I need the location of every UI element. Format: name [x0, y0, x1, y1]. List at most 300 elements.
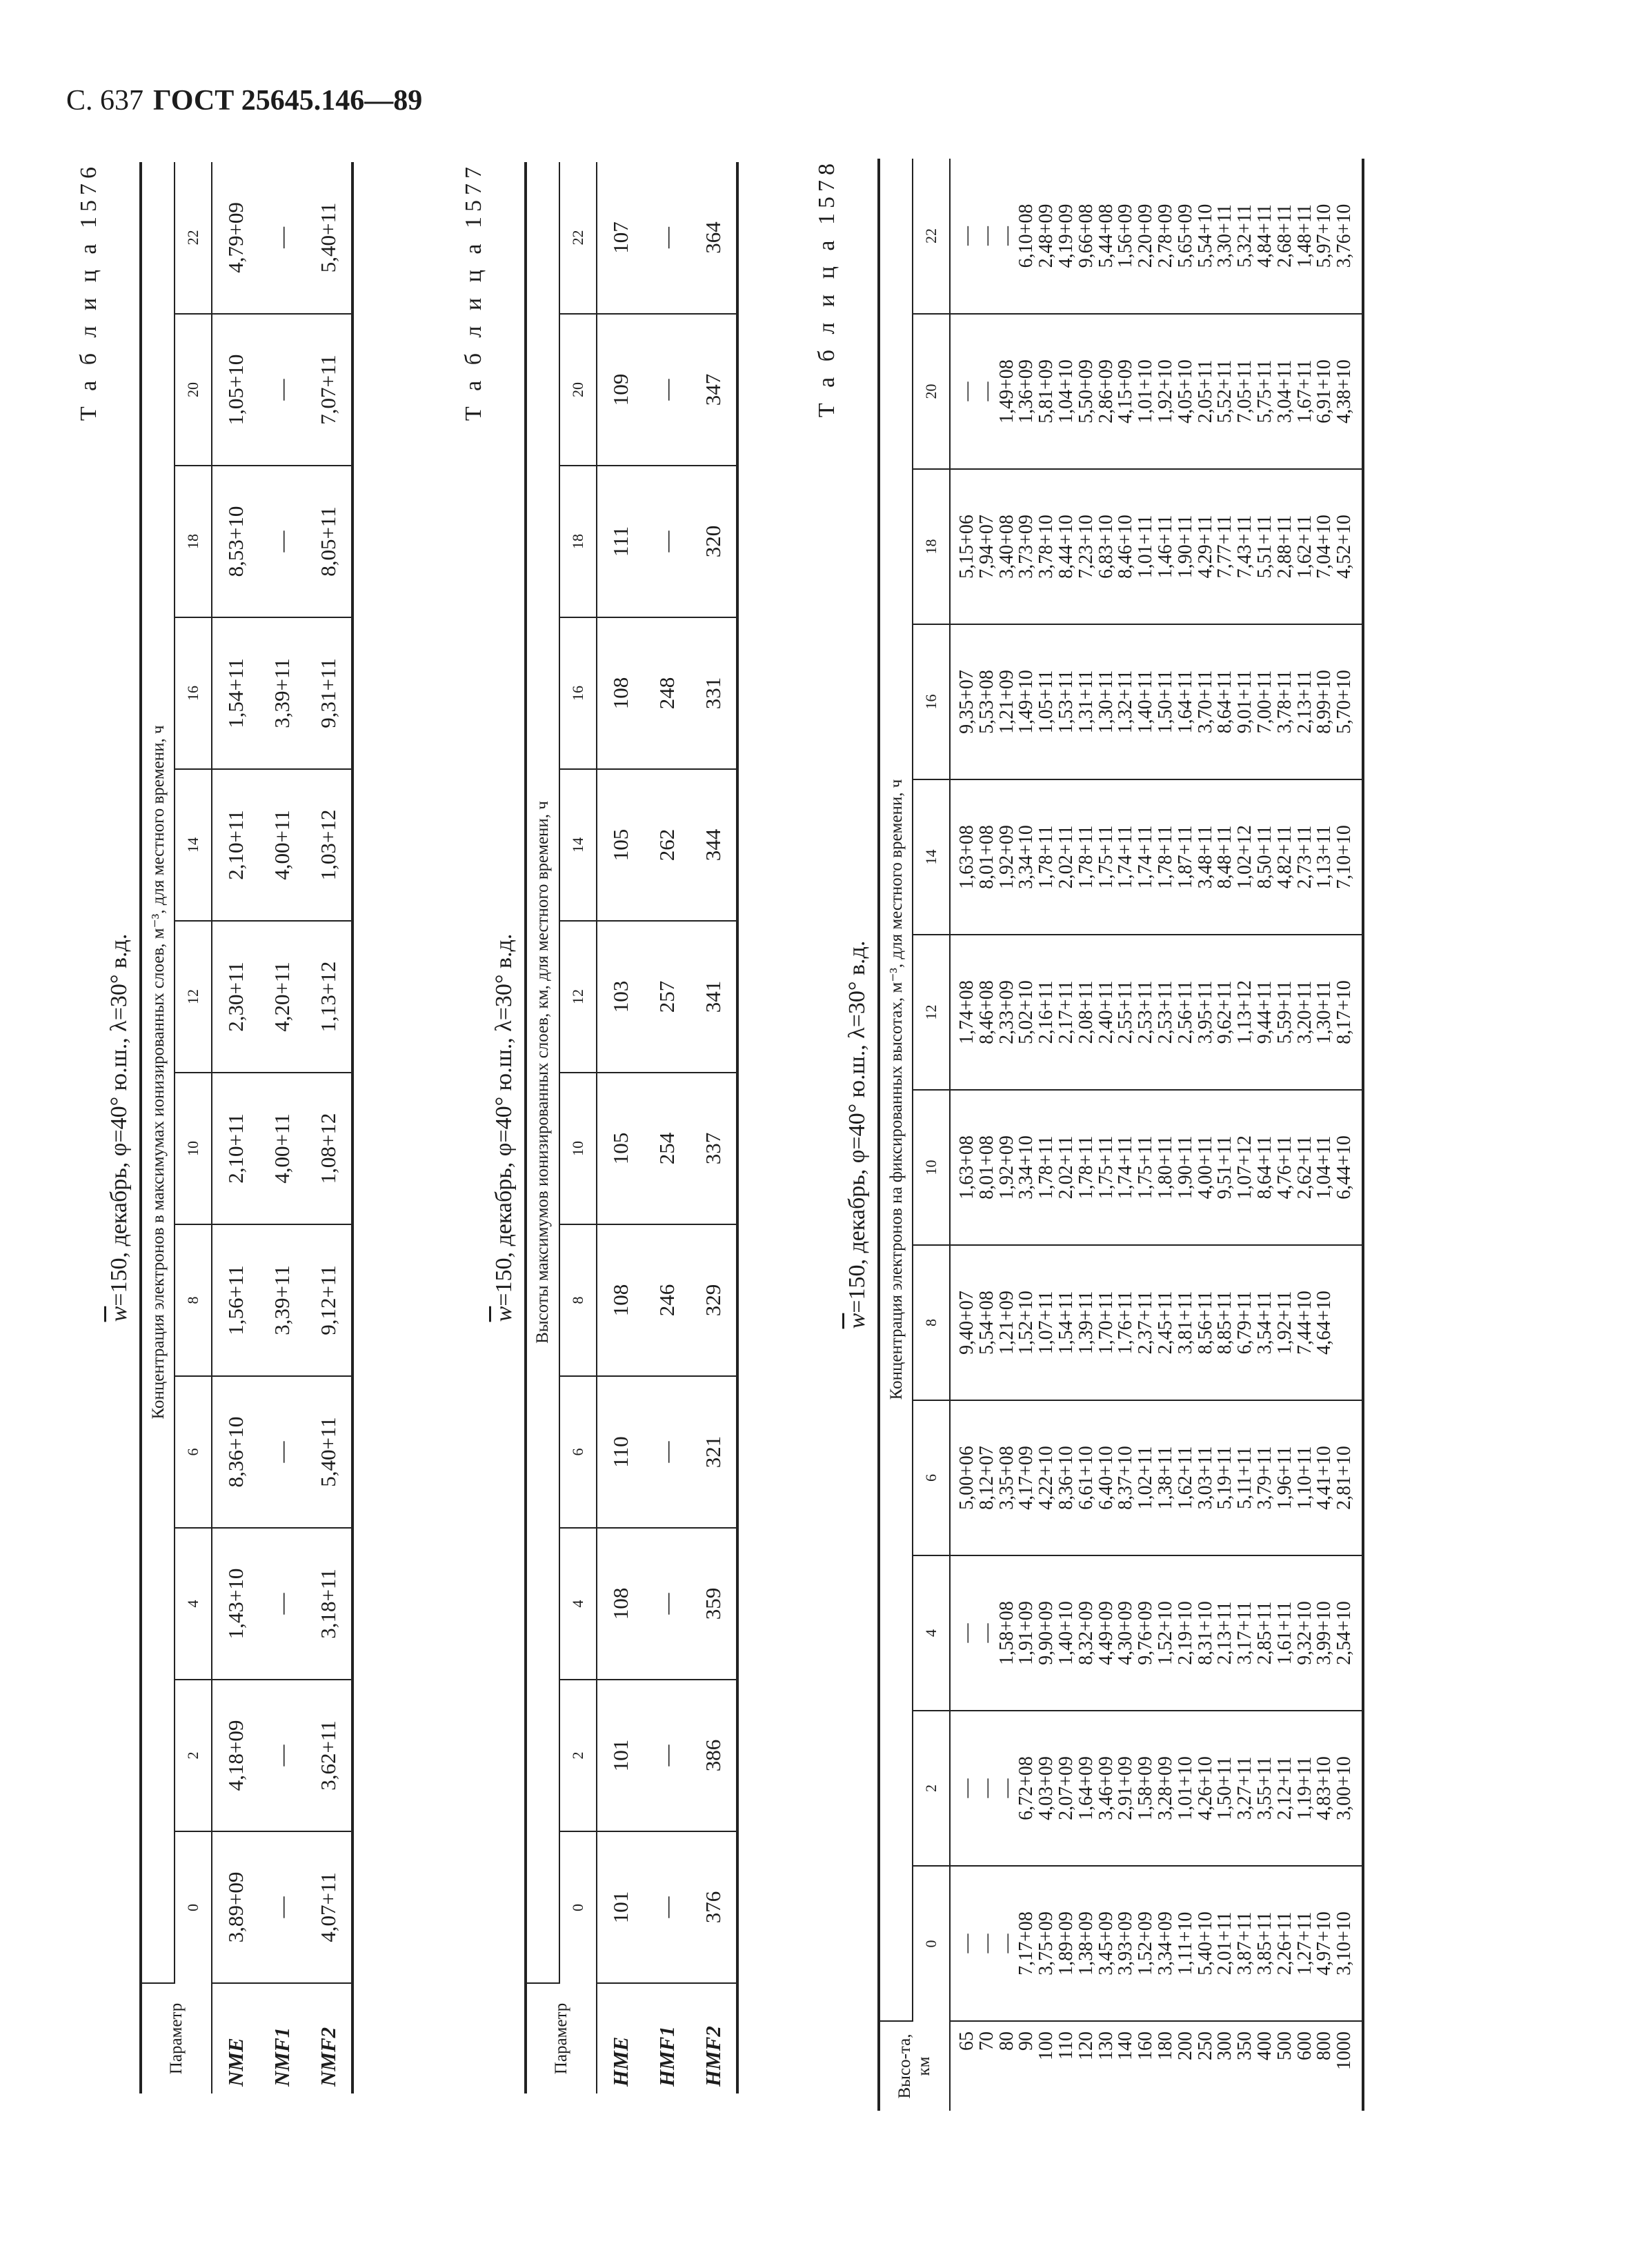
altitude-value: 160: [1135, 2031, 1157, 2060]
concentration-value: 2,68+11: [1273, 204, 1295, 268]
table-row: [306, 162, 352, 2093]
concentration-value: 1,01+10: [1174, 1756, 1196, 1820]
concentration-value: 1,38+09: [1075, 1911, 1097, 1976]
value-cell: —: [644, 314, 690, 466]
concentration-value: 4,05+10: [1174, 359, 1196, 424]
concentration-value: 1,92+10: [1154, 359, 1176, 424]
concentration-value: 9,44+11: [1253, 980, 1275, 1044]
value-cell: —: [259, 162, 306, 314]
param-name: NMF2: [306, 1983, 352, 2093]
table-1576: [139, 162, 354, 2093]
hour-header: 4: [175, 1528, 212, 1680]
concentration-value: 1,10+11: [1293, 1446, 1315, 1510]
hour-header: 20: [559, 314, 597, 466]
concentration-value: 5,97+10: [1313, 203, 1335, 268]
concentration-value: 3,95+11: [1194, 980, 1216, 1044]
concentration-value: 1,13+11: [1313, 825, 1335, 889]
concentration-value: 2,56+11: [1174, 980, 1196, 1044]
value-cell: —: [644, 466, 690, 617]
hour-column: [950, 159, 1363, 314]
hour-header: 0: [559, 1831, 597, 1983]
concentration-value: 2,45+11: [1154, 1291, 1176, 1355]
concentration-value: 1,96+11: [1273, 1446, 1295, 1510]
table-1576-block: [76, 162, 354, 2093]
concentration-value: 3,85+11: [1253, 1911, 1275, 1976]
concentration-value: 5,00+06: [956, 1446, 977, 1510]
hour-column: [950, 1711, 1363, 1866]
concentration-value: 1,50+11: [1214, 1756, 1236, 1820]
value-cell: 359: [690, 1528, 737, 1680]
hour-header: 4: [559, 1528, 597, 1680]
concentration-value: 1,75+11: [1135, 1135, 1157, 1200]
concentration-value: 4,03+09: [1035, 1756, 1057, 1820]
altitude-value: 250: [1194, 2031, 1216, 2060]
concentration-value: [1335, 1249, 1355, 1397]
table-1578-data-row: [950, 159, 1363, 2111]
value-cell: 4,07+11: [306, 1831, 352, 1983]
concentration-value: 2,17+11: [1055, 980, 1077, 1044]
value-cell: 111: [597, 466, 644, 617]
concentration-value: 2,73+11: [1293, 825, 1315, 889]
hour-column: [950, 469, 1363, 624]
value-cell: 5,40+11: [306, 1376, 352, 1528]
concentration-value: 4,84+11: [1253, 204, 1275, 268]
hour-header: 20: [913, 314, 950, 469]
altitude-value: 300: [1214, 2031, 1236, 2060]
hour-header: 12: [175, 921, 212, 1073]
concentration-value: 8,46+08: [975, 980, 997, 1044]
concentration-value: 4,64+10: [1313, 1291, 1335, 1355]
concentration-value: —: [975, 381, 997, 401]
value-cell: 3,89+09: [212, 1831, 259, 1983]
value-cell: —: [259, 1680, 306, 1831]
concentration-value: 1,07+11: [1035, 1291, 1057, 1355]
concentration-value: 6,79+11: [1234, 1291, 1256, 1355]
concentration-value: 1,89+09: [1055, 1911, 1077, 1976]
concentration-value: 3,54+11: [1253, 1291, 1275, 1355]
concentration-value: 8,46+10: [1115, 515, 1137, 579]
concentration-value: 5,52+11: [1214, 359, 1236, 424]
concentration-value: 1,62+11: [1174, 1446, 1196, 1510]
value-cell: 108: [597, 617, 644, 769]
concentration-value: 9,35+07: [956, 670, 977, 734]
param-name: HMF1: [655, 2026, 679, 2087]
concentration-value: 3,76+10: [1333, 203, 1355, 268]
hour-header: 22: [559, 162, 597, 314]
page-number: С. 637: [66, 85, 144, 117]
hour-header: 12: [559, 921, 597, 1073]
hour-header: 18: [913, 469, 950, 624]
concentration-value: 1,36+09: [1015, 359, 1037, 424]
concentration-value: 2,88+11: [1273, 515, 1295, 579]
concentration-value: 3,28+09: [1154, 1756, 1176, 1820]
hour-column: [950, 1400, 1363, 1555]
concentration-value: 6,40+10: [1095, 1446, 1117, 1510]
concentration-value: 8,44+10: [1055, 515, 1077, 579]
concentration-value: 2,85+11: [1253, 1601, 1275, 1665]
value-cell: —: [259, 466, 306, 617]
concentration-value: 2,13+11: [1293, 670, 1315, 734]
table-1577-label: Т а б л и ц а 1577: [461, 162, 486, 421]
param-name: NME: [223, 2038, 248, 2087]
concentration-value: 4,41+10: [1313, 1446, 1335, 1510]
value-cell: 108: [597, 1528, 644, 1680]
altitude-value: 500: [1273, 2031, 1295, 2060]
concentration-value: 1,75+11: [1095, 1135, 1117, 1200]
concentration-value: 1,64+09: [1075, 1756, 1097, 1820]
hour-header: 14: [913, 779, 950, 935]
value-cell: 4,79+09: [212, 162, 259, 314]
table-1578-caption: Концентрация электронов на фиксированных высотах, м⁻³, для местного времени, ч: [879, 159, 913, 2021]
concentration-value: —: [975, 1623, 997, 1643]
standard-number: ГОСТ 25645.146—89: [153, 85, 423, 117]
concentration-value: 6,83+10: [1095, 515, 1117, 579]
value-cell: 1,54+11: [212, 617, 259, 769]
hour-header: 22: [175, 162, 212, 314]
concentration-value: 2,08+11: [1075, 980, 1097, 1044]
concentration-value: 4,30+09: [1115, 1601, 1137, 1665]
table-1577-block: [461, 162, 739, 2093]
value-cell: 5,40+11: [306, 162, 352, 314]
concentration-value: —: [975, 1933, 997, 1953]
concentration-value: 3,17+11: [1234, 1601, 1256, 1665]
concentration-value: 2,53+11: [1154, 980, 1176, 1044]
value-cell: 321: [690, 1376, 737, 1528]
concentration-value: 8,48+11: [1214, 825, 1236, 889]
value-cell: 7,07+11: [306, 314, 352, 466]
concentration-value: 4,15+09: [1115, 359, 1137, 424]
table-1577: [524, 162, 739, 2093]
value-cell: 262: [644, 769, 690, 921]
value-cell: 3,18+11: [306, 1528, 352, 1680]
altitude-value: 130: [1095, 2031, 1117, 2060]
value-cell: 8,05+11: [306, 466, 352, 617]
concentration-value: 2,53+11: [1135, 980, 1157, 1044]
altitude-value: 70: [975, 2031, 997, 2051]
concentration-value: 1,92+09: [995, 825, 1017, 889]
concentration-value: 2,19+10: [1174, 1601, 1196, 1665]
concentration-value: 8,37+10: [1115, 1446, 1137, 1510]
concentration-value: 2,81+10: [1333, 1446, 1355, 1510]
concentration-value: 4,52+10: [1333, 515, 1355, 579]
table-1576-title: $\overline{w}=150$, декабрь, φ=40° ю.ш., λ=30° в.д.: [106, 933, 132, 1322]
hour-header: 14: [559, 769, 597, 921]
value-cell: 1,56+11: [212, 1224, 259, 1376]
hour-header: 6: [175, 1376, 212, 1528]
concentration-value: 3,70+11: [1194, 670, 1216, 734]
concentration-value: 3,27+11: [1234, 1756, 1256, 1820]
altitude-value: 400: [1253, 2031, 1275, 2060]
concentration-value: 2,26+11: [1273, 1911, 1295, 1976]
param-header: Параметр: [141, 1983, 212, 2093]
hour-header: 12: [913, 935, 950, 1090]
value-cell: 347: [690, 314, 737, 466]
concentration-value: 9,01+11: [1234, 670, 1256, 734]
altitude-value: 800: [1313, 2031, 1335, 2060]
concentration-value: 9,90+09: [1035, 1601, 1057, 1665]
value-cell: 248: [644, 617, 690, 769]
hour-column: [950, 1245, 1363, 1400]
value-cell: 376: [690, 1831, 737, 1983]
concentration-value: 7,77+11: [1214, 515, 1236, 579]
concentration-value: 5,70+10: [1333, 670, 1355, 734]
concentration-value: 9,76+09: [1135, 1601, 1157, 1665]
concentration-value: 1,92+11: [1273, 1291, 1295, 1355]
concentration-value: —: [956, 1623, 977, 1643]
concentration-value: 4,19+09: [1055, 203, 1077, 268]
altitude-value: 180: [1154, 2031, 1176, 2060]
hour-header: 8: [559, 1224, 597, 1376]
concentration-value: 1,63+08: [956, 1135, 977, 1200]
hour-header: 6: [913, 1400, 950, 1555]
table-1578-title: $\overline{w}=150$, декабрь, φ=40° ю.ш., λ=30° в.д.: [844, 940, 870, 1329]
concentration-value: 5,40+10: [1194, 1911, 1216, 1976]
concentration-value: 5,53+08: [975, 670, 997, 734]
concentration-value: 4,17+09: [1015, 1446, 1037, 1510]
hour-header: 8: [175, 1224, 212, 1376]
concentration-value: 1,53+11: [1055, 670, 1077, 734]
altitude-value: 1000: [1333, 2031, 1355, 2070]
value-cell: 337: [690, 1073, 737, 1224]
value-cell: 110: [597, 1376, 644, 1528]
param-header: Параметр: [526, 1983, 597, 2093]
concentration-value: 4,26+10: [1194, 1756, 1216, 1820]
concentration-value: 6,91+10: [1313, 359, 1335, 424]
concentration-value: 8,31+10: [1194, 1601, 1216, 1665]
hour-header: 2: [175, 1680, 212, 1831]
concentration-value: 4,76+11: [1273, 1135, 1295, 1200]
hour-header: 8: [913, 1245, 950, 1400]
concentration-value: 3,34+09: [1154, 1911, 1176, 1976]
value-cell: —: [644, 162, 690, 314]
concentration-value: 3,45+09: [1095, 1911, 1117, 1976]
hour-header: 10: [559, 1073, 597, 1224]
value-cell: 1,43+10: [212, 1528, 259, 1680]
concentration-value: 3,99+10: [1313, 1601, 1335, 1665]
concentration-value: —: [995, 1933, 1017, 1953]
concentration-value: 1,70+11: [1095, 1291, 1117, 1355]
concentration-value: 1,78+11: [1154, 825, 1176, 889]
altitude-value: 120: [1075, 2031, 1097, 2060]
concentration-value: 6,61+10: [1075, 1446, 1097, 1510]
concentration-value: 5,81+09: [1035, 359, 1057, 424]
hour-header: 4: [913, 1555, 950, 1711]
altitude-value: 200: [1174, 2031, 1196, 2060]
hour-header: 22: [913, 159, 950, 314]
hour-column: [950, 624, 1363, 779]
concentration-value: 2,12+11: [1273, 1756, 1295, 1820]
value-cell: 257: [644, 921, 690, 1073]
concentration-value: 9,40+07: [956, 1291, 977, 1355]
value-cell: 103: [597, 921, 644, 1073]
concentration-value: —: [956, 381, 977, 401]
concentration-value: 7,04+10: [1313, 515, 1335, 579]
altitude-value: 80: [995, 2031, 1017, 2051]
concentration-value: 4,83+10: [1313, 1756, 1335, 1820]
concentration-value: 8,64+11: [1253, 1135, 1275, 1200]
concentration-value: 1,74+11: [1115, 825, 1137, 889]
altitude-value: 65: [956, 2031, 977, 2051]
hour-header: 18: [175, 466, 212, 617]
concentration-value: 5,44+08: [1095, 203, 1117, 268]
concentration-value: 3,75+09: [1035, 1911, 1057, 1976]
hour-header: 16: [175, 617, 212, 769]
concentration-value: 1,67+11: [1293, 359, 1315, 424]
value-cell: 341: [690, 921, 737, 1073]
concentration-value: 5,11+11: [1234, 1446, 1256, 1509]
concentration-value: 2,20+09: [1135, 203, 1157, 268]
value-cell: —: [259, 1831, 306, 1983]
concentration-value: 3,48+11: [1194, 825, 1216, 889]
concentration-value: 6,10+08: [1015, 203, 1037, 268]
hour-header: 16: [559, 617, 597, 769]
concentration-value: 5,19+11: [1214, 1446, 1236, 1510]
concentration-value: 5,32+11: [1234, 204, 1256, 268]
hour-header: 16: [913, 624, 950, 779]
altitude-value: 90: [1015, 2031, 1037, 2051]
concentration-value: 9,62+11: [1214, 980, 1236, 1044]
value-cell: 105: [597, 769, 644, 921]
value-cell: 9,31+11: [306, 617, 352, 769]
value-cell: 108: [597, 1224, 644, 1376]
concentration-value: 1,21+09: [995, 670, 1017, 734]
value-cell: 2,30+11: [212, 921, 259, 1073]
concentration-value: 1,11+10: [1174, 1911, 1196, 1976]
table-row: [644, 162, 690, 2093]
concentration-value: 8,36+10: [1055, 1446, 1077, 1510]
value-cell: 254: [644, 1073, 690, 1224]
hour-header: 10: [175, 1073, 212, 1224]
concentration-value: 3,78+11: [1273, 670, 1295, 734]
hour-column: [950, 935, 1363, 1090]
concentration-value: 5,59+11: [1273, 980, 1295, 1044]
concentration-value: 2,86+09: [1095, 359, 1117, 424]
concentration-value: 2,40+11: [1095, 980, 1117, 1044]
hour-column: [950, 1090, 1363, 1245]
concentration-value: 8,01+08: [975, 825, 997, 889]
concentration-value: 1,02+12: [1234, 825, 1256, 889]
concentration-value: 1,21+09: [995, 1291, 1017, 1355]
table-row: [212, 162, 259, 2093]
concentration-value: 1,40+10: [1055, 1601, 1077, 1665]
concentration-value: 2,48+09: [1035, 203, 1057, 268]
value-cell: 386: [690, 1680, 737, 1831]
concentration-value: 3,30+11: [1214, 204, 1236, 268]
concentration-value: 3,40+08: [995, 515, 1017, 579]
value-cell: 109: [597, 314, 644, 466]
concentration-value: 2,33+09: [995, 980, 1017, 1044]
param-name: HMF2: [690, 1983, 737, 2093]
hour-header: 10: [913, 1090, 950, 1245]
concentration-value: —: [956, 226, 977, 246]
concentration-value: 3,10+10: [1333, 1911, 1355, 1976]
concentration-value: 3,03+11: [1194, 1446, 1216, 1510]
value-cell: —: [259, 1376, 306, 1528]
concentration-value: 5,50+09: [1075, 359, 1097, 424]
concentration-value: 1,39+11: [1075, 1291, 1097, 1355]
table-1576-label: Т а б л и ц а 1576: [76, 162, 101, 421]
concentration-value: 1,62+11: [1293, 515, 1315, 579]
concentration-value: 3,78+10: [1035, 515, 1057, 579]
concentration-value: 2,01+11: [1214, 1911, 1236, 1976]
concentration-value: 3,81+11: [1174, 1291, 1196, 1355]
concentration-value: 1,74+11: [1115, 1135, 1137, 1200]
concentration-value: 1,49+10: [1015, 670, 1037, 734]
concentration-value: 2,07+09: [1055, 1756, 1077, 1820]
value-cell: 101: [597, 1680, 644, 1831]
table-row: [690, 162, 737, 2093]
value-cell: 364: [690, 162, 737, 314]
page-header: [66, 84, 422, 117]
concentration-value: 3,34+10: [1015, 825, 1037, 889]
concentration-value: 3,04+11: [1273, 359, 1295, 424]
table-row: [259, 162, 306, 2093]
table-1578-label: Т а б л и ц а 1578: [814, 159, 839, 418]
concentration-value: 8,12+07: [975, 1446, 997, 1510]
concentration-value: 1,49+08: [995, 359, 1017, 424]
value-cell: 329: [690, 1224, 737, 1376]
concentration-value: 1,02+11: [1135, 1446, 1157, 1510]
concentration-value: 7,17+08: [1015, 1911, 1037, 1976]
value-cell: 8,53+10: [212, 466, 259, 617]
concentration-value: 1,46+11: [1154, 515, 1176, 579]
concentration-value: 1,52+10: [1154, 1601, 1176, 1665]
altitude-value: 100: [1035, 2031, 1057, 2060]
concentration-value: 8,85+11: [1214, 1291, 1236, 1355]
param-name: HME: [608, 2036, 633, 2087]
value-cell: 331: [690, 617, 737, 769]
concentration-value: 3,35+08: [995, 1446, 1017, 1510]
hour-column: [950, 1555, 1363, 1711]
concentration-value: 1,78+11: [1075, 1135, 1097, 1200]
concentration-value: —: [975, 1778, 997, 1798]
concentration-value: 8,50+11: [1253, 825, 1275, 889]
altitude-value: 110: [1055, 2031, 1077, 2060]
concentration-value: 1,31+11: [1075, 670, 1097, 734]
concentration-value: 9,51+11: [1214, 1135, 1236, 1200]
hour-header: 0: [913, 1866, 950, 2021]
concentration-value: 1,75+11: [1095, 825, 1117, 889]
concentration-value: 1,30+11: [1095, 670, 1117, 734]
concentration-value: 3,79+11: [1253, 1446, 1275, 1510]
concentration-value: 4,49+09: [1095, 1601, 1117, 1665]
value-cell: 2,10+11: [212, 769, 259, 921]
value-cell: 1,05+10: [212, 314, 259, 466]
concentration-value: 1,58+08: [995, 1601, 1017, 1665]
concentration-value: 1,87+11: [1174, 825, 1196, 889]
concentration-value: 1,05+11: [1035, 670, 1057, 734]
concentration-value: 8,17+10: [1333, 980, 1355, 1044]
value-cell: 8,36+10: [212, 1376, 259, 1528]
concentration-value: 3,46+09: [1095, 1756, 1117, 1820]
concentration-value: 1,90+11: [1174, 515, 1196, 579]
concentration-value: 1,56+09: [1115, 203, 1137, 268]
value-cell: —: [644, 1680, 690, 1831]
concentration-value: —: [975, 226, 997, 246]
concentration-value: 2,62+11: [1293, 1135, 1315, 1200]
table-1577-caption: Высоты максимумов ионизированных слоев, км, для местного времени, ч: [526, 162, 559, 1983]
concentration-value: 6,44+10: [1333, 1135, 1355, 1200]
concentration-value: 2,78+09: [1154, 203, 1176, 268]
concentration-value: —: [995, 1778, 1017, 1798]
value-cell: 4,00+11: [259, 1073, 306, 1224]
value-cell: 3,62+11: [306, 1680, 352, 1831]
concentration-value: 4,97+10: [1313, 1911, 1335, 1976]
concentration-value: 5,75+11: [1253, 359, 1275, 424]
concentration-value: 1,58+09: [1135, 1756, 1157, 1820]
altitude-header: Высо-та, км: [879, 2021, 950, 2111]
concentration-value: 5,15+06: [956, 515, 977, 579]
